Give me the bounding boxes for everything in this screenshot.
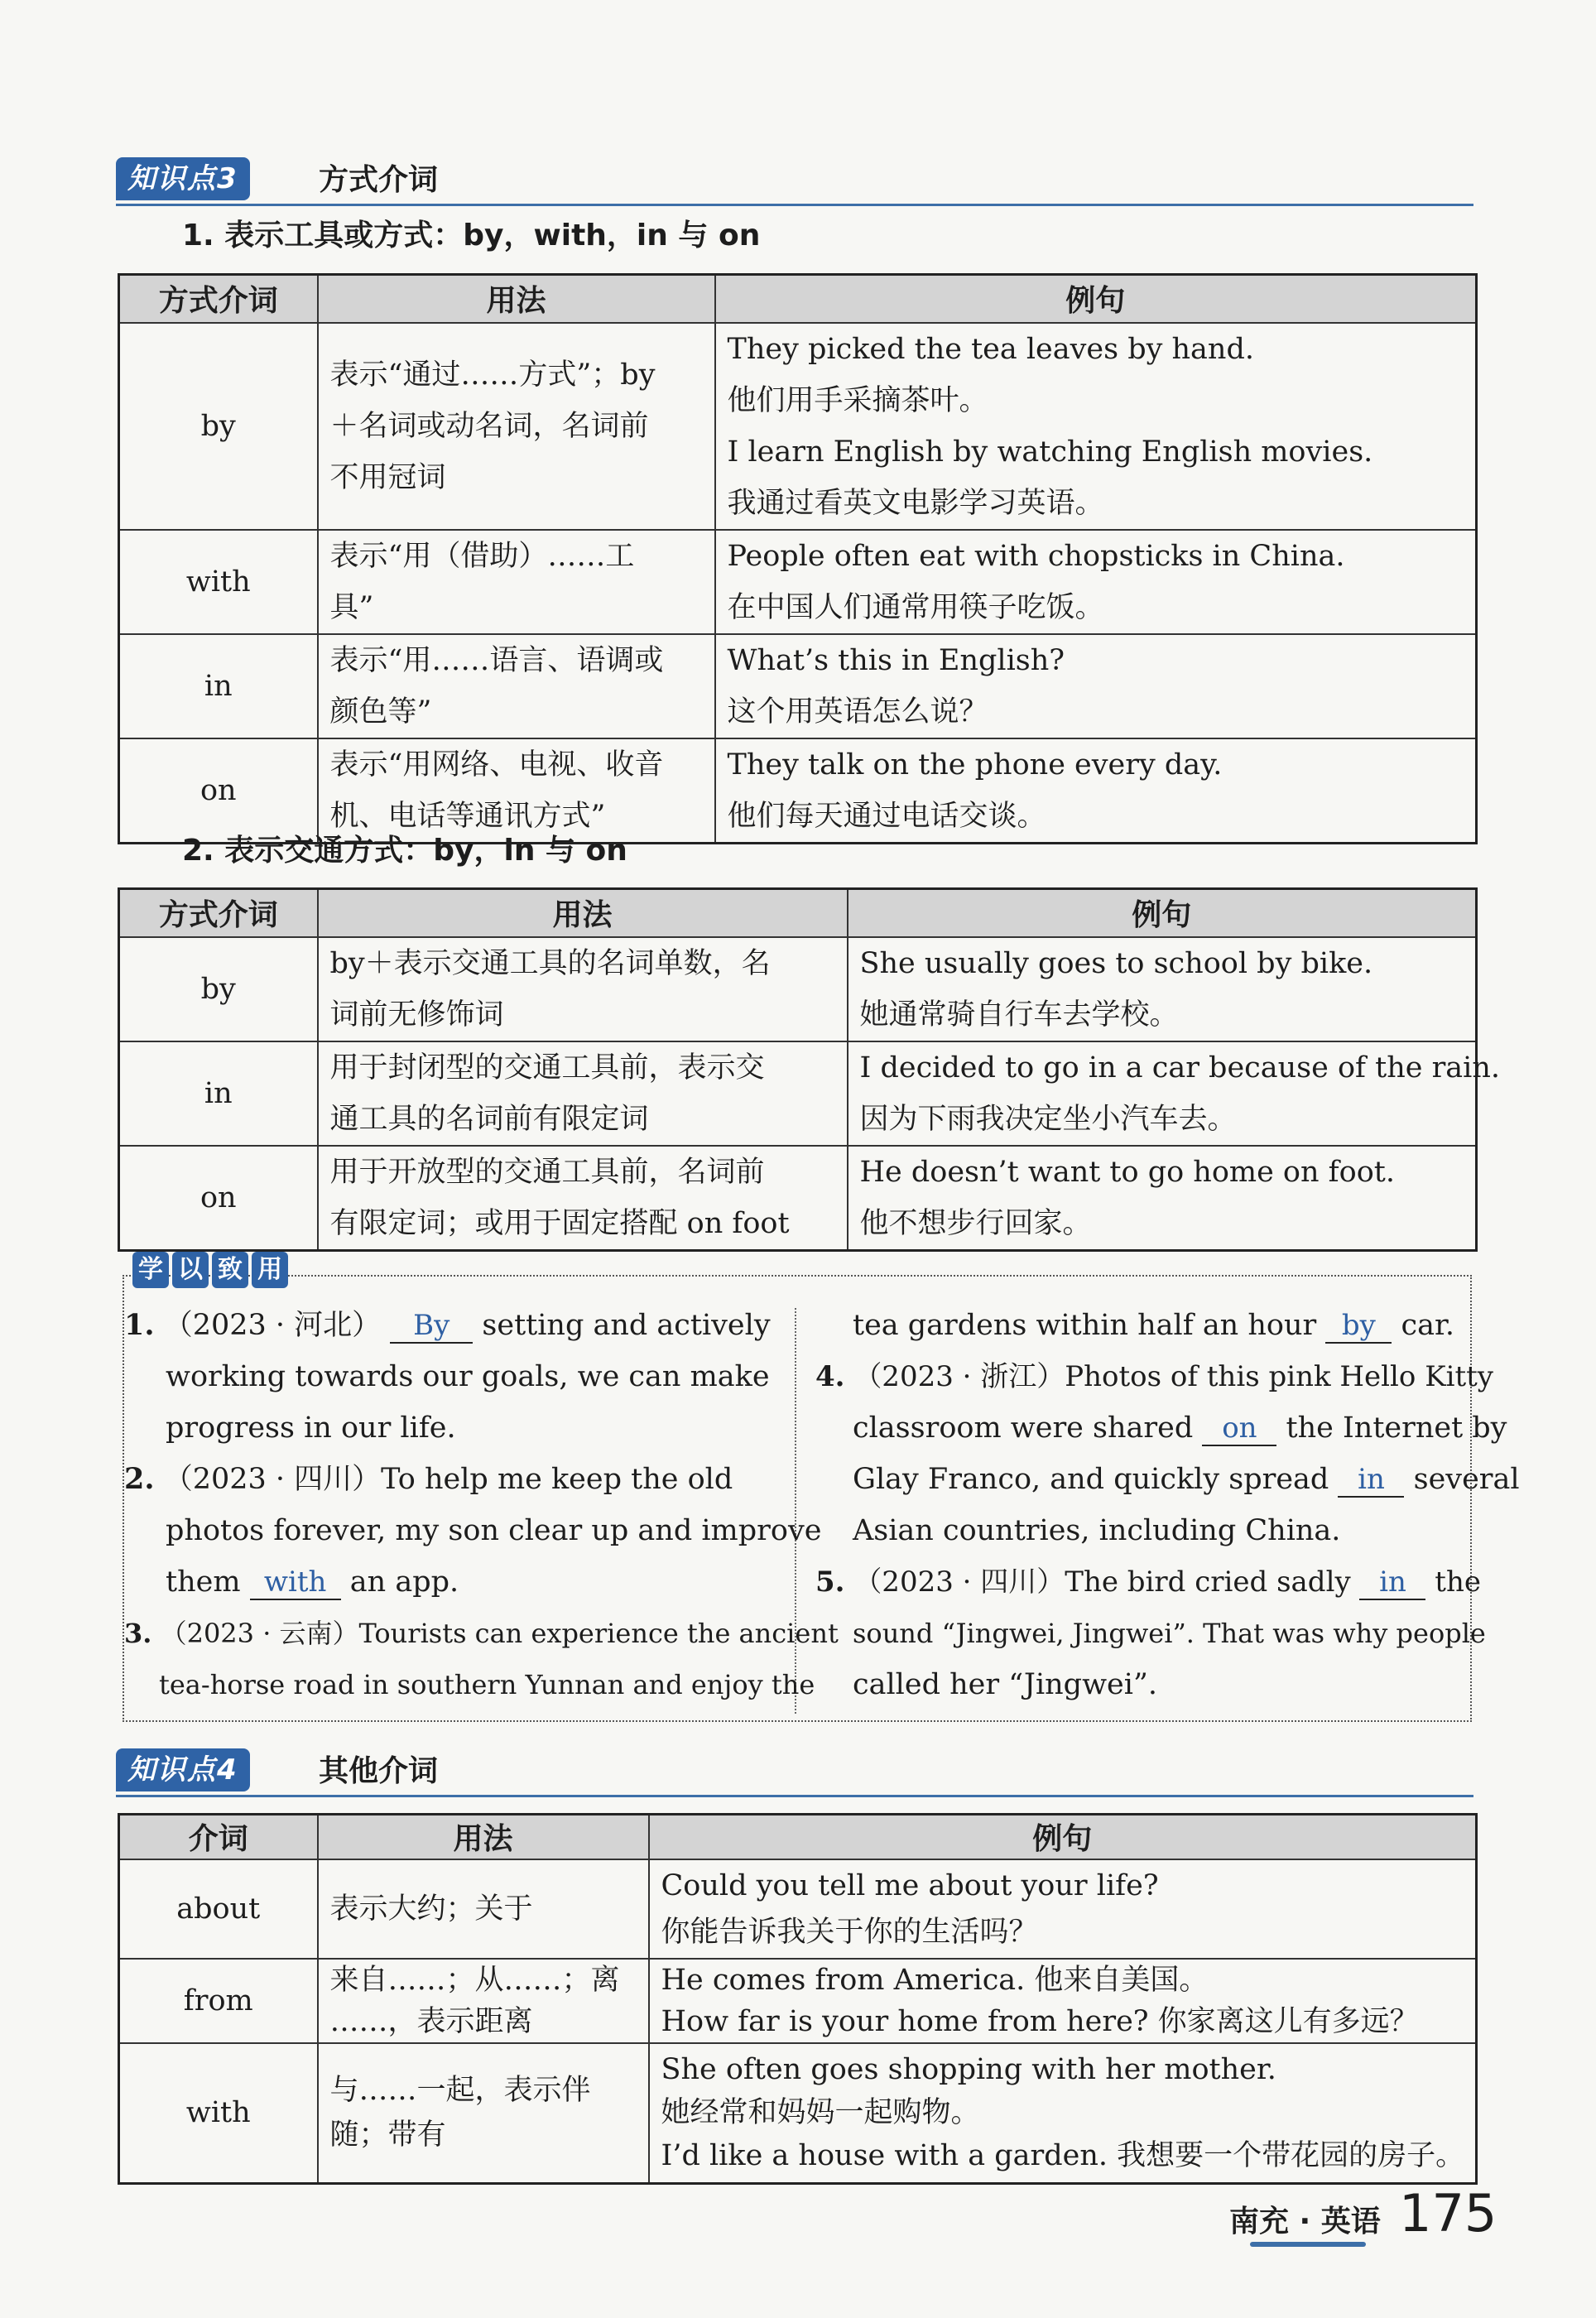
table-row	[119, 2043, 1477, 2184]
table-header: 用法	[318, 1815, 649, 1859]
example-cell: I decided to go in a car because of the rain. 因为下雨我决定坐小汽车去。	[848, 1041, 1477, 1146]
usage-cell: 用于开放型的交通工具前，名词前 有限定词；或用于固定搭配 on foot	[318, 1146, 848, 1251]
question-3-line-3: tea gardens within half an hour by car.	[853, 1309, 1455, 1342]
answer-blank[interactable]: By	[390, 1309, 473, 1344]
page-number: 175	[1399, 2183, 1497, 2243]
example-cell: He comes from America. 他来自美国。 How far is your home from here? 你家离这儿有多远？	[649, 1959, 1477, 2043]
usage-cell: 表示“用（借助）……工 具”	[318, 530, 715, 634]
table-header: 例句	[649, 1815, 1477, 1859]
answer-blank[interactable]: in	[1359, 1565, 1425, 1600]
subheading-transport: 2. 表示交通方式：by，in 与 on	[182, 834, 627, 868]
preposition-cell: by	[119, 937, 318, 1041]
usage-cell: 用于封闭型的交通工具前，表示交 通工具的名词前有限定词	[318, 1041, 848, 1146]
example-cell: He doesn’t want to go home on foot. 他不想步行回家。	[848, 1146, 1477, 1251]
example-cell: They talk on the phone every day. 他们每天通过电话交谈。	[715, 738, 1477, 844]
usage-cell: 表示“通过……方式”；by ＋名词或动名词，名词前 不用冠词	[318, 323, 715, 530]
question-4-line-3: Glay Franco, and quickly spread in several	[853, 1463, 1520, 1496]
question-2-line-3: them with an app.	[166, 1565, 459, 1599]
preposition-cell: from	[119, 1959, 318, 2043]
preposition-cell: on	[119, 1146, 318, 1251]
preposition-cell: on	[119, 738, 318, 844]
example-cell: She often goes shopping with her mother. 她经常和妈妈一起购物。 I’d like a house with a garden. 我想要一个带花园的房子。	[649, 2043, 1477, 2184]
table-row	[119, 1959, 1477, 2043]
table-header: 用法	[318, 889, 848, 937]
example-cell: What’s this in English? 这个用英语怎么说？	[715, 634, 1477, 738]
footer-rule	[1250, 2242, 1366, 2247]
question-1-line-3: progress in our life.	[166, 1411, 456, 1445]
table-other-prepositions	[118, 1813, 1478, 2185]
preposition-cell: about	[119, 1859, 318, 1959]
table-row	[119, 634, 1477, 738]
subheading-tools: 1. 表示工具或方式：by，with，in 与 on	[182, 219, 761, 252]
answer-blank[interactable]: in	[1338, 1463, 1404, 1498]
usage-cell: 表示大约；关于	[318, 1859, 649, 1959]
answer-blank[interactable]: on	[1202, 1411, 1276, 1446]
usage-cell: 与……一起，表示伴 随；带有	[318, 2043, 649, 2184]
table-header: 方式介词	[119, 889, 318, 937]
table-row	[119, 1146, 1477, 1251]
table-row	[119, 1041, 1477, 1146]
section-badge: 知识点3	[116, 157, 250, 200]
table-header: 用法	[318, 275, 715, 323]
table-header: 例句	[715, 275, 1477, 323]
answer-blank[interactable]: with	[250, 1565, 341, 1600]
example-cell: They picked the tea leaves by hand. 他们用手采摘茶叶。 I learn English by watching English movies. 我通过看英文电影学习英语。	[715, 323, 1477, 530]
exercise-badge: 学 以 致 用	[132, 1252, 288, 1288]
usage-cell: 来自……；从……；离 ……，表示距离	[318, 1959, 649, 2043]
question-4-line-4: Asian countries, including China.	[853, 1514, 1341, 1547]
question-5-line-3: called her “Jingwei”.	[853, 1668, 1157, 1701]
question-1-line-2: working towards our goals, we can make	[166, 1360, 770, 1393]
usage-cell: 表示“用网络、电视、收音 机、电话等通讯方式”	[318, 738, 715, 844]
table-header: 介词	[119, 1815, 318, 1859]
table-header: 例句	[848, 889, 1477, 937]
example-cell: People often eat with chopsticks in China. 在中国人们通常用筷子吃饭。	[715, 530, 1477, 634]
usage-cell: by＋表示交通工具的名词单数，名 词前无修饰词	[318, 937, 848, 1041]
preposition-cell: in	[119, 634, 318, 738]
usage-cell: 表示“用……语言、语调或 颜色等”	[318, 634, 715, 738]
table-header: 方式介词	[119, 275, 318, 323]
preposition-cell: with	[119, 2043, 318, 2184]
column-divider	[795, 1308, 796, 1714]
question-4-line-2: classroom were shared on the Internet by	[853, 1411, 1507, 1445]
section-title: 其他介词	[319, 1754, 439, 1788]
question-2-line-2: photos forever, my son clear up and improve	[166, 1514, 822, 1547]
section-badge: 知识点4	[116, 1748, 250, 1791]
question-4-line-1: 4. （2023 · 浙江）Photos of this pink Hello Kitty	[815, 1360, 1493, 1393]
section-header-kp3	[116, 157, 1473, 206]
preposition-cell: by	[119, 323, 318, 530]
answer-blank[interactable]: by	[1325, 1309, 1392, 1344]
example-cell: Could you tell me about your life? 你能告诉我关于你的生活吗？	[649, 1859, 1477, 1959]
table-row	[119, 530, 1477, 634]
question-3-line-1: 3. （2023 · 云南）Tourists can experience the ancient	[124, 1618, 839, 1649]
footer-label: 南充 · 英语	[1229, 2205, 1381, 2239]
section-title: 方式介词	[319, 163, 439, 197]
table-row	[119, 323, 1477, 530]
question-5-line-1: 5. （2023 · 四川）The bird cried sadly in the	[815, 1565, 1481, 1599]
table-tool-prepositions	[118, 273, 1478, 844]
table-row	[119, 1859, 1477, 1959]
question-5-line-2: sound “Jingwei, Jingwei”. That was why people	[853, 1618, 1486, 1649]
table-row	[119, 738, 1477, 844]
table-transport-prepositions	[118, 887, 1501, 1252]
table-row	[119, 937, 1477, 1041]
example-cell: She usually goes to school by bike. 她通常骑自行车去学校。	[848, 937, 1477, 1041]
preposition-cell: with	[119, 530, 318, 634]
section-header-kp4	[116, 1748, 1473, 1797]
question-1-line-1: 1. （2023 · 河北） By setting and actively	[124, 1308, 771, 1342]
preposition-cell: in	[119, 1041, 318, 1146]
question-2-line-1: 2. （2023 · 四川）To help me keep the old	[124, 1462, 733, 1496]
question-3-line-2: tea-horse road in southern Yunnan and enjoy the	[159, 1669, 815, 1700]
